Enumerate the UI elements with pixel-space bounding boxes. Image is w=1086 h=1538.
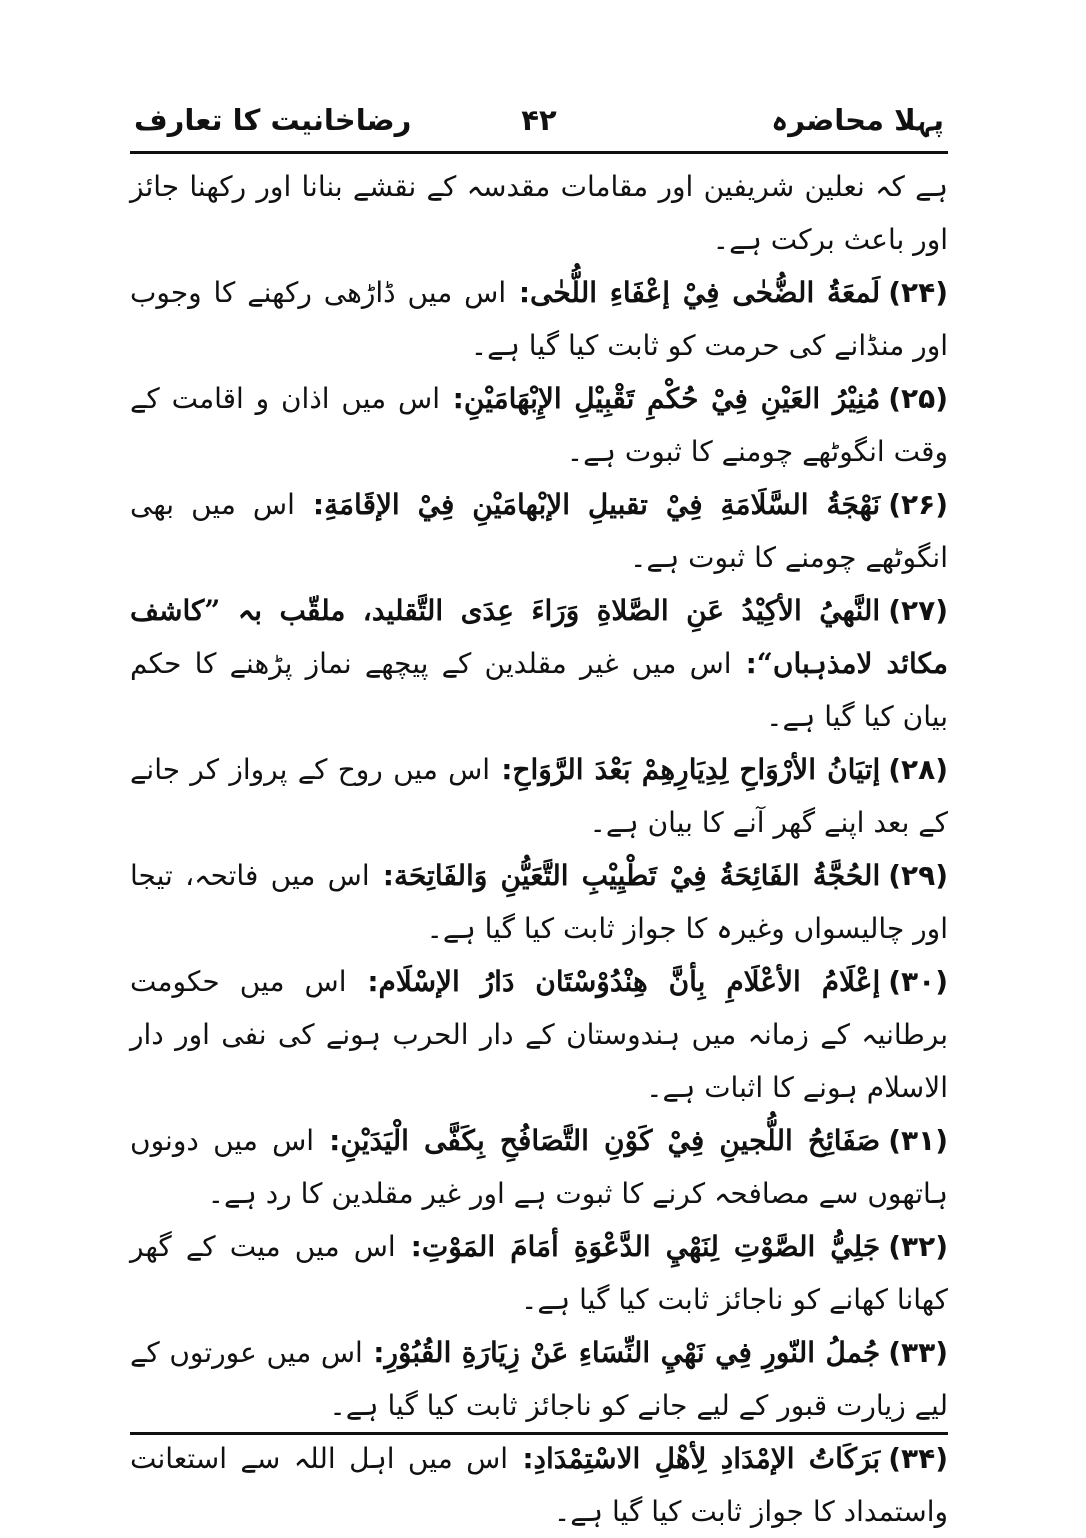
entry-description: اس میں اہل اللہ سے استعانت واستمداد کا جواز ثابت کیا گیا ہے۔	[130, 1442, 948, 1528]
footer-divider	[130, 1432, 948, 1435]
entry-description: اس میں دونوں ہاتھوں سے مصافحہ کرنے کا ثبوت ہے اور غیر مقلدین کا رد ہے۔	[130, 1124, 948, 1210]
entry-title: صَفَائِحُ اللُّجينِ فِيْ كَوْنِ التَّصَافُحِ بِكَفَّى الْيَدَيْنِ	[340, 1124, 881, 1157]
page-header	[130, 100, 948, 146]
book-entry: (۳۴)بَرَكَاتُ الإمْدَادِ لِأهْلِ الاسْتِمْدَادِ: اس میں اہل اللہ سے استعانت واستمداد کا جواز ثابت کیا گیا ہے۔	[130, 1442, 948, 1528]
entry-title: نَهْجَةُ السَّلَامَةِ فِيْ تقبيلِ الإبْهامَيْنِ فِيْ الإقَامَةِ	[324, 488, 881, 521]
entry-number: (۲۹)	[888, 859, 949, 892]
entry-description: اس میں میت کے گھر کھانا کھانے کو ناجائز ثابت کیا گیا ہے۔	[130, 1230, 948, 1316]
entry-number: (۳۳)	[888, 1336, 948, 1369]
entry-title: جُملُ النّورِ فِي نَهْيِ النِّسَاءِ عَنْ زِيَارَةِ القُبُوْرِ	[384, 1336, 881, 1369]
entry-description: اس میں اذان و اقامت کے وقت انگوٹھے چومنے کا ثبوت ہے۔	[130, 382, 948, 468]
entry-title: جَلِيُّ الصَّوْتِ لِنَهْيِ الدَّعْوَةِ أمَامَ المَوْتِ	[421, 1230, 881, 1263]
entry-number: (۲۸)	[888, 753, 949, 786]
entry-description: اس میں فاتحہ، تیجا اور چالیسواں وغیرہ کا جواز ثابت کیا گیا ہے۔	[130, 859, 948, 945]
entry-description: اس میں بھی انگوٹھے چومنے کا ثبوت ہے۔	[130, 488, 948, 574]
book-entry: (۳۰)إعْلَامُ الأعْلَامِ بِأنَّ هِنْدُوْسْتَان دَارُ الإسْلَام: اس میں حکومت برطانیہ کے زمانہ میں ہندوستان کے دار الحرب ہونے کی نفی اور دار الاسلام ہونے کا اثبات ہے۔	[130, 965, 948, 1104]
entry-title: الحُجَّةُ الفَائِحَةُ فِيْ تَطْيِيْبِ التَّعَيُّنِ وَالفَاتِحَة	[393, 859, 881, 892]
entry-description: اس میں عورتوں کے لیے زیارت قبور کے لیے جانے کو ناجائز ثابت کیا گیا ہے۔	[130, 1336, 948, 1422]
book-entry: (۲۴)لَمعَةُ الضُّحٰى فِيْ إعْفَاءِ اللُّحٰى: اس میں ڈاڑھی رکھنے کا وجوب اور منڈانے کی حرمت کو ثابت کیا گیا ہے۔	[130, 276, 948, 362]
entry-title: بَرَكَاتُ الإمْدَادِ لِأهْلِ الاسْتِمْدَادِ	[533, 1442, 881, 1475]
continuation-paragraph: ہے کہ نعلین شریفین اور مقامات مقدسہ کے نقشے بنانا اور رکھنا جائز اور باعث برکت ہے۔	[130, 170, 948, 256]
entry-title: إتيَانُ الأرْوَاحِ لِدِيَارِهِمْ بَعْدَ الرَّوَاحِ	[512, 753, 881, 786]
entry-title: لَمعَةُ الضُّحٰى فِيْ إعْفَاءِ اللُّحٰى	[530, 276, 881, 309]
page-body	[130, 160, 948, 1538]
entry-title: إعْلَامُ الأعْلَامِ بِأنَّ هِنْدُوْسْتَان دَارُ الإسْلَام	[378, 965, 881, 998]
entry-number: (۳۲)	[888, 1230, 948, 1263]
book-entry: (۳۳)جُملُ النّورِ فِي نَهْيِ النِّسَاءِ عَنْ زِيَارَةِ القُبُوْرِ: اس میں عورتوں کے لیے زیارت قبور کے لیے جانے کو ناجائز ثابت کیا گیا ہے۔	[130, 1336, 948, 1422]
entry-number: (۲۶)	[888, 488, 949, 521]
book-title: رضاخانیت کا تعارف	[134, 103, 412, 137]
entry-number: (۲۷)	[888, 594, 948, 627]
chapter-title: پہلا محاضرہ	[771, 103, 944, 137]
book-entry: (۲۹)الحُجَّةُ الفَائِحَةُ فِيْ تَطْيِيْبِ التَّعَيُّنِ وَالفَاتِحَة: اس میں فاتحہ، تیجا اور چالیسواں وغیرہ کا جواز ثابت کیا گیا ہے۔	[130, 859, 949, 945]
entry-description: اس میں غیر مقلدین کے پیچھے نماز پڑھنے کا حکم بیان کیا گیا ہے۔	[130, 647, 948, 733]
page-number: ۴۲	[521, 103, 557, 137]
entry-description: اس میں ڈاڑھی رکھنے کا وجوب اور منڈانے کی حرمت کو ثابت کیا گیا ہے۔	[130, 276, 948, 362]
entry-description: اس میں روح کے پرواز کر جانے کے بعد اپنے گھر آنے کا بیان ہے۔	[130, 753, 948, 839]
entry-number: (۳۴)	[888, 1442, 948, 1475]
book-entry: (۳۲)جَلِيُّ الصَّوْتِ لِنَهْيِ الدَّعْوَةِ أمَامَ المَوْتِ: اس میں میت کے گھر کھانا کھانے کو ناجائز ثابت کیا گیا ہے۔	[130, 1230, 948, 1316]
entry-title: النَّهيُ الأكِيْدُ عَنِ الصَّلاةِ وَرَاءَ عِدَى التَّقليد، ملقّب بہ ”کاشف مکائد لامذہباں“	[130, 594, 948, 680]
book-entry: (۲۸)إتيَانُ الأرْوَاحِ لِدِيَارِهِمْ بَعْدَ الرَّوَاحِ: اس میں روح کے پرواز کر جانے کے بعد اپنے گھر آنے کا بیان ہے۔	[130, 753, 949, 839]
entry-title: مُنِيْرُ العَيْنِ فِيْ حُكْمِ تَقْبِيْلِ الإِبْهَامَيْنِ	[463, 382, 881, 415]
entry-number: (۲۴)	[888, 276, 948, 309]
book-entry: (۲۵)مُنِيْرُ العَيْنِ فِيْ حُكْمِ تَقْبِيْلِ الإِبْهَامَيْنِ: اس میں اذان و اقامت کے وقت انگوٹھے چومنے کا ثبوت ہے۔	[130, 382, 948, 468]
entry-number: (۲۵)	[888, 382, 948, 415]
header-divider	[130, 151, 948, 154]
book-entry: (۲۶)نَهْجَةُ السَّلَامَةِ فِيْ تقبيلِ الإبْهامَيْنِ فِيْ الإقَامَةِ: اس میں بھی انگوٹھے چومنے کا ثبوت ہے۔	[130, 488, 949, 574]
entry-number: (۳۰)	[888, 965, 948, 998]
book-entry: (۳۱)صَفَائِحُ اللُّجينِ فِيْ كَوْنِ التَّصَافُحِ بِكَفَّى الْيَدَيْنِ: اس میں دونوں ہاتھوں سے مصافحہ کرنے کا ثبوت ہے اور غیر مقلدین کا رد ہے۔	[130, 1124, 948, 1210]
entry-number: (۳۱)	[888, 1124, 948, 1157]
entry-description: اس میں حکومت برطانیہ کے زمانہ میں ہندوستان کے دار الحرب ہونے کی نفی اور دار الاسلام ہونے کا اثبات ہے۔	[130, 965, 948, 1104]
book-entry: (۲۷)النَّهيُ الأكِيْدُ عَنِ الصَّلاةِ وَرَاءَ عِدَى التَّقليد، ملقّب بہ ”کاشف مکائد لامذہباں“: اس میں غیر مقلدین کے پیچھے نماز پڑھنے کا حکم بیان کیا گیا ہے۔	[130, 594, 948, 733]
